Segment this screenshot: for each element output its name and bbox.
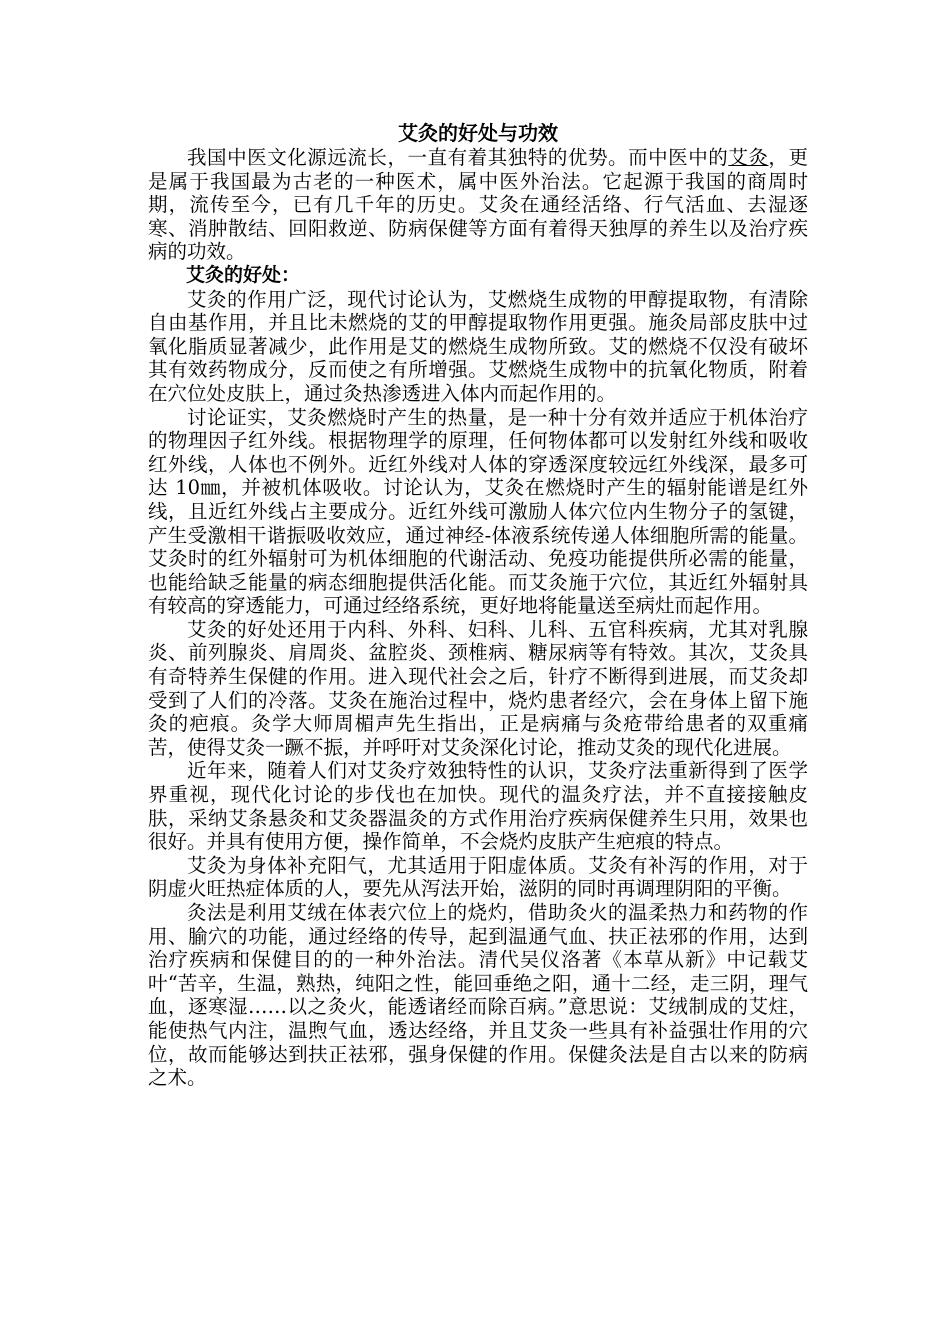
intro-paragraph: [148, 146, 808, 264]
paragraph-5: 艾灸为身体补充阳气，尤其适用于阳虚体质。艾灸有补泻的作用，对于阴虚火旺热症体质的人，要先从泻法开始，滋阴的同时再调理阴阳的平衡。: [148, 853, 808, 901]
intro-text-before-link: 我国中医文化源远流长，一直有着其独特的优势。而中医中的: [187, 146, 729, 169]
section-heading: 艾灸的好处：: [186, 263, 301, 286]
intro-text-after-link: ，更是属于我国最为古老的一种医术，属中医外治法。它起源于我国的商周时期，流传至今，已有几千年的历史。艾灸在通经活络、行气活血、去湿逐寒、消肿散结、回阳救逆、防病保健等方面有着得天独厚的养生以及治疗疾病的功效。: [148, 146, 808, 264]
paragraph-6: 灸法是利用艾绒在体表穴位上的烧灼，借助灸火的温柔热力和药物的作用、腧穴的功能，通过经络的传导，起到温通气血、扶正祛邪的作用，达到治疗疾病和保健目的的一种外治法。清代吴仪洛著《本草从新》中记载艾叶“苦辛，生温，熟热，纯阳之性，能回垂绝之阳，通十二经，走三阴，理气血，逐寒湿……以之灸火，能透诸经而除百病。”意思说：艾绒制成的艾炷，能使热气内注，温煦气血，透达经络，并且艾灸一些具有补益强壮作用的穴位，故而能够达到扶正祛邪，强身保健的作用。保健灸法是自古以来的防病之术。: [148, 901, 808, 1090]
paragraph-3: 艾灸的好处还用于内科、外科、妇科、儿科、五官科疾病，尤其对乳腺炎、前列腺炎、肩周炎、盆腔炎、颈椎病、糖尿病等有特效。其次，艾灸具有奇特养生保健的作用。进入现代社会之后，针疗不断得到进展，而艾灸却受到了人们的冷落。艾灸在施治过程中，烧灼患者经穴，会在身体上留下施灸的疤痕。灸学大师周楣声先生指出，正是病痛与灸疮带给患者的双重痛苦，使得艾灸一蹶不振，并呼吁对艾灸深化讨论，推动艾灸的现代化进展。: [148, 617, 808, 759]
document-page: [148, 120, 808, 1090]
moxibustion-link[interactable]: 艾灸: [728, 146, 769, 169]
document-title: 艾灸的好处与功效: [398, 121, 558, 145]
paragraph-2: 讨论证实，艾灸燃烧时产生的热量，是一种十分有效并适应于机体治疗的物理因子红外线。根据物理学的原理，任何物体都可以发射红外线和吸收红外线，人体也不例外。近红外线对人体的穿透深度较远红外线深，最多可达 10㎜，并被机体吸收。讨论认为，艾灸在燃烧时产生的辐射能谱是红外线，且近红外线占主要成分。近红外线可激励人体穴位内生物分子的氢键，产生受激相干谐振吸收效应，通过神经-体液系统传递人体细胞所需的能量。艾灸时的红外辐射可为机体细胞的代谢活动、免疫功能提供所必需的能量，也能给缺乏能量的病态细胞提供活化能。而艾灸施于穴位，其近红外辐射具有较高的穿透能力，可通过经络系统，更好地将能量送至病灶而起作用。: [148, 405, 808, 618]
paragraph-4: 近年来，随着人们对艾灸疗效独特性的认识，艾灸疗法重新得到了医学界重视，现代化讨论的步伐也在加快。现代的温灸疗法，并不直接接触皮肤，采纳艾条悬灸和艾灸器温灸的方式作用治疗疾病保健养生只用，效果也很好。并具有使用方便，操作简单，不会烧灼皮肤产生疤痕的特点。: [148, 759, 808, 854]
paragraph-1: 艾灸的作用广泛，现代讨论认为，艾燃烧生成物的甲醇提取物，有清除自由基作用，并且比未燃烧的艾的甲醇提取物作用更强。施灸局部皮肤中过氧化脂质显著减少，此作用是艾的燃烧生成物所致。艾的燃烧不仅没有破坏其有效药物成分，反而使之有所增强。艾燃烧生成物中的抗氧化物质，附着在穴位处皮肤上，通过灸热渗透进入体内而起作用的。: [148, 287, 808, 405]
